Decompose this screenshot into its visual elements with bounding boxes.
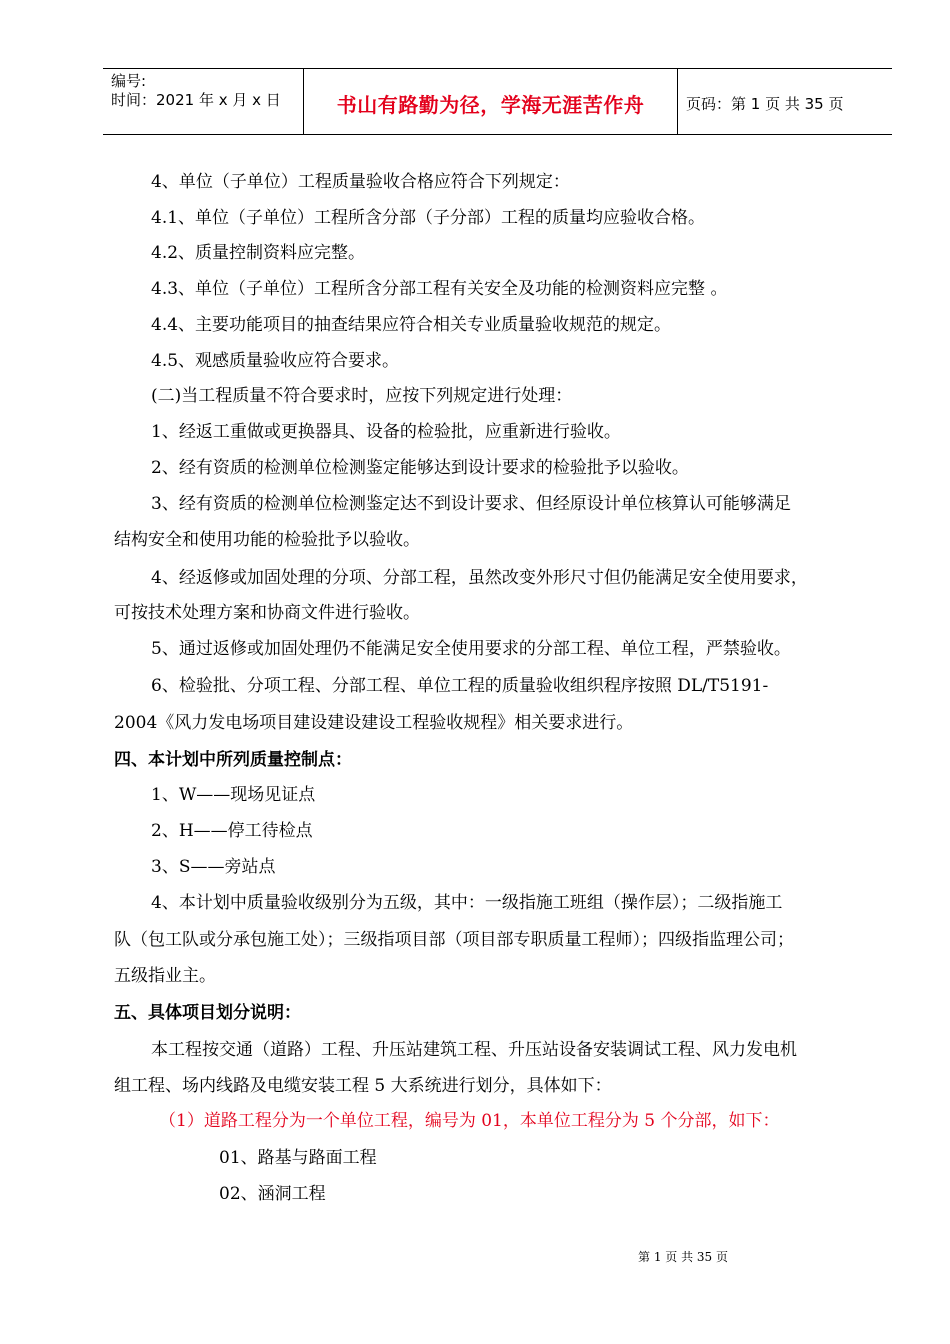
body-line: 4.2、质量控制资料应完整。: [151, 243, 366, 263]
page-header: [103, 68, 892, 135]
body-line: 4.1、单位（子单位）工程所含分部（子分部）工程的质量均应验收合格。: [151, 208, 706, 228]
body-line: 01、路基与路面工程: [219, 1148, 377, 1168]
body-line: 3、S——旁站点: [151, 857, 276, 877]
body-line: 4.4、主要功能项目的抽查结果应符合相关专业质量验收规范的规定。: [151, 315, 672, 335]
body-line: 五级指业主。: [114, 966, 216, 986]
body-line: 5、通过返修或加固处理仍不能满足安全使用要求的分部工程、单位工程，严禁验收。: [151, 639, 791, 659]
section-heading-4: 四、本计划中所列质量控制点：: [114, 750, 352, 770]
section-heading-5: 五、具体项目划分说明：: [114, 1003, 301, 1023]
header-meta: [103, 69, 304, 134]
body-line: 4.5、观感质量验收应符合要求。: [151, 351, 400, 371]
body-line: 4.3、单位（子单位）工程所含分部工程有关安全及功能的检测资料应完整 。: [151, 279, 728, 299]
body-line: 4、单位（子单位）工程质量验收合格应符合下列规定：: [151, 172, 570, 192]
body-line: 2、H——停工待检点: [151, 821, 313, 841]
body-line: 1、经返工重做或更换器具、设备的检验批，应重新进行验收。: [151, 422, 621, 442]
header-time-label: 时间：2021 年 x 月 x 日: [111, 91, 281, 109]
body-line: 6、检验批、分项工程、分部工程、单位工程的质量验收组织程序按照 DL/T5191-: [151, 676, 769, 696]
body-line: 队（包工队或分承包施工处）；三级指项目部（项目部专职质量工程师）；四级指监理公司；: [114, 930, 794, 950]
page-footer: 第 1 页 共 35 页: [638, 1250, 728, 1264]
body-line: (二)当工程质量不符合要求时，应按下列规定进行处理：: [151, 386, 573, 406]
body-line: 可按技术处理方案和协商文件进行验收。: [114, 603, 420, 623]
header-number-label: 编号:: [111, 72, 147, 90]
highlighted-line: （1）道路工程分为一个单位工程，编号为 01，本单位工程分为 5 个分部，如下：: [159, 1111, 780, 1131]
body-line: 1、W——现场见证点: [151, 785, 316, 805]
header-motto: 书山有路勤为径，学海无涯苦作舟: [304, 69, 678, 134]
body-line: 4、本计划中质量验收级别分为五级，其中：一级指施工班组（操作层）；二级指施工: [151, 893, 783, 913]
header-page-label: 页码：第 1 页 共 35 页: [686, 95, 844, 113]
body-line: 结构安全和使用功能的检验批予以验收。: [114, 530, 420, 550]
body-line: 4、经返修或加固处理的分项、分部工程，虽然改变外形尺寸但仍能满足安全使用要求，: [151, 568, 808, 588]
body-line: 02、涵洞工程: [219, 1184, 326, 1204]
body-line: 2、经有资质的检测单位检测鉴定能够达到设计要求的检验批予以验收。: [151, 458, 689, 478]
body-line: 组工程、场内线路及电缆安装工程 5 大系统进行划分，具体如下：: [114, 1076, 612, 1096]
body-line: 本工程按交通（道路）工程、升压站建筑工程、升压站设备安装调试工程、风力发电机: [151, 1040, 797, 1060]
body-line: 2004《风力发电场项目建设建设建设工程验收规程》相关要求进行。: [114, 713, 634, 733]
body-line: 3、经有资质的检测单位检测鉴定达不到设计要求、但经原设计单位核算认可能够满足: [151, 494, 791, 514]
